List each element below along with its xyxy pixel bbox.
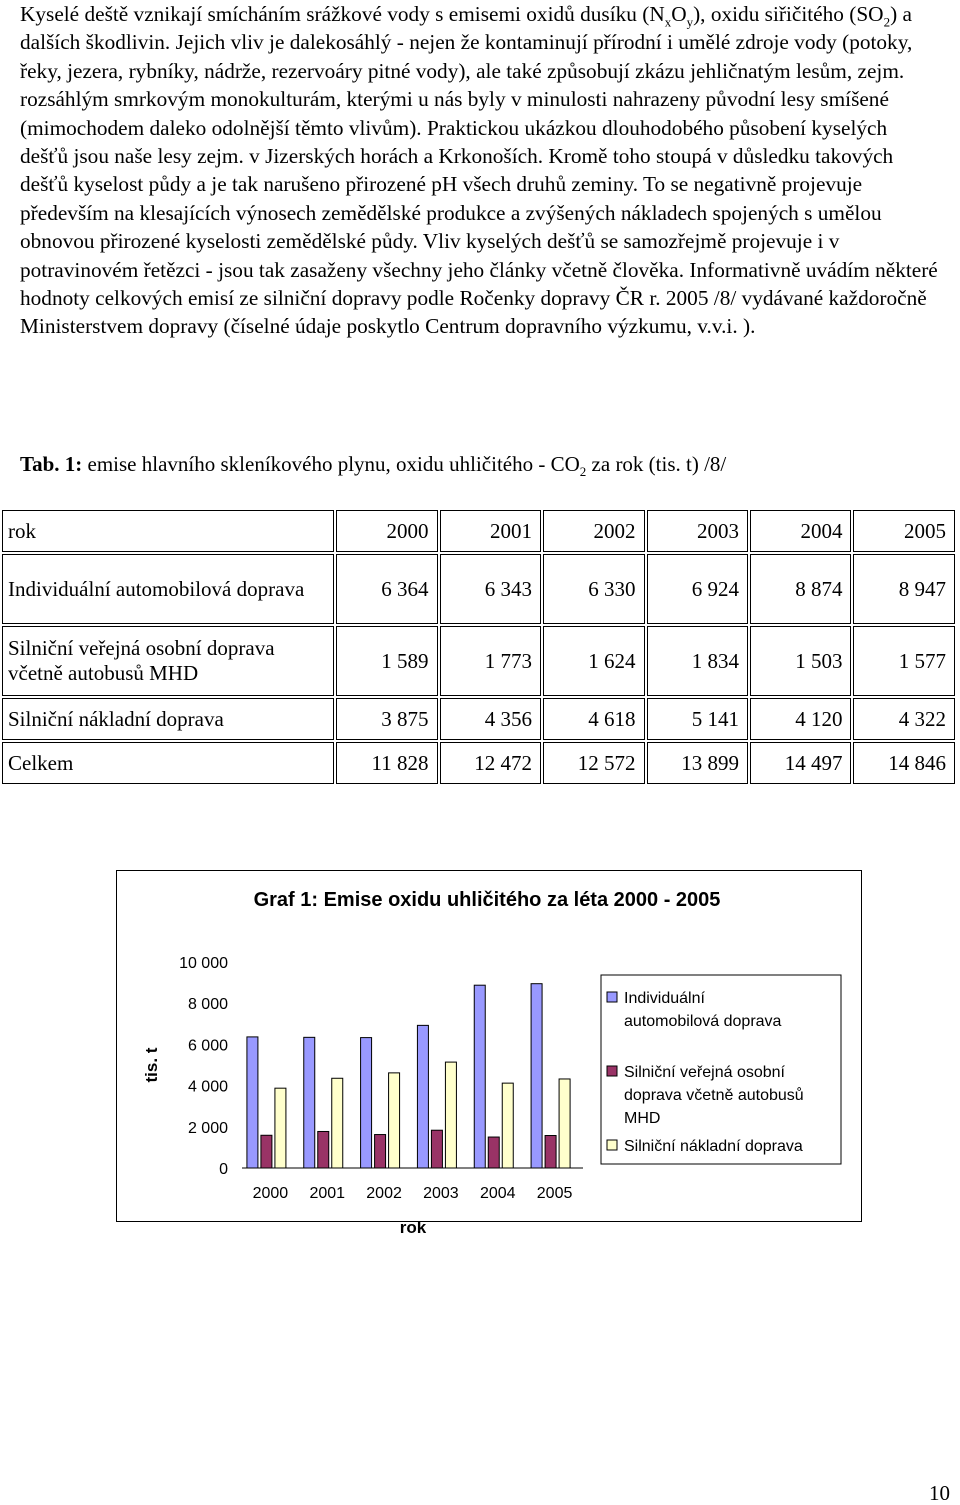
table-row [2, 742, 955, 784]
table-cell: 6 364 [336, 554, 437, 624]
bar-1 [474, 985, 485, 1168]
bar-2 [318, 1131, 329, 1168]
table-cell: 1 577 [853, 626, 955, 696]
table-row [2, 626, 955, 696]
page-number: 10 [929, 1481, 950, 1505]
header-cell: 2000 [336, 510, 437, 552]
bar-3 [275, 1088, 286, 1168]
header-cell: rok [2, 510, 334, 552]
legend-label-line: Silniční nákladní doprava [624, 1138, 803, 1155]
x-tick-label: 2003 [423, 1185, 459, 1202]
table-cell: 12 472 [440, 742, 541, 784]
table-cell: 4 322 [853, 698, 955, 740]
header-cell: 2003 [647, 510, 748, 552]
legend-swatch [607, 992, 617, 1002]
bar-3 [559, 1079, 570, 1168]
legend-label [624, 1138, 803, 1155]
x-tick-label: 2005 [536, 1185, 573, 1202]
table-cell: 1 834 [647, 626, 748, 696]
legend-label-line: automobilová doprava [624, 1013, 782, 1030]
y-tick-label: 10 000 [179, 955, 228, 972]
bar-1 [417, 1025, 428, 1168]
x-tick-label: 2001 [309, 1185, 346, 1202]
y-tick-label: 2 000 [187, 1119, 228, 1137]
legend-label-line: MHD [624, 1110, 661, 1127]
bar-1 [531, 984, 542, 1168]
table-cell: 1 589 [336, 626, 437, 696]
table-cell: 14 497 [750, 742, 851, 784]
legend-swatch [607, 1140, 617, 1150]
table-cell: 4 356 [440, 698, 541, 740]
bar-2 [261, 1135, 272, 1168]
y-axis-label: tis. t [142, 1047, 161, 1083]
caption-text-2: za rok (tis. t) /8/ [586, 452, 727, 476]
bar-2 [431, 1130, 442, 1168]
table-cell: 1 503 [750, 626, 851, 696]
paragraph-text-1: Kyselé deště vznikají smícháním srážkové vody s emisemi oxidů dusíku (N [20, 2, 665, 26]
table-cell: 6 924 [647, 554, 748, 624]
caption-label: Tab. 1: [20, 452, 83, 476]
x-axis-label: rok [399, 1218, 427, 1237]
caption-subscript: 2 [579, 464, 587, 480]
table-cell: 5 141 [647, 698, 748, 740]
header-cell: 2004 [750, 510, 851, 552]
table-cell: 14 846 [853, 742, 955, 784]
paragraph-text-3: ), oxidu siřičitého (SO [693, 2, 884, 26]
header-cell: 2005 [853, 510, 955, 552]
table-cell: 11 828 [336, 742, 437, 784]
row-label: Celkem [2, 742, 334, 784]
paragraph-text-4: ) a dalších škodlivin. Jejich vliv je dalekosáhlý - nejen že kontaminují přírodní i umělé zdroje vody (potoky, řeky, jezera, rybníky, nádrže, rezervoáry pitné vody), ale také způsobují zkázu jehličnatým lesům, zejm. rozsáhlým smrkovým monokulturám, kterými u nás byly v minulosti nahrazeny původní lesy smíšené (mimochodem daleko odolnější těmto vlivům). Praktickou ukázkou dlouhodobého působení kyselých dešťů jsou naše lesy zejm. v Jizerských horách a Krkonoších. Kromě toho stoupá v důsledku takových dešťů kyselost půdy a je tak narušeno přirozené pH všech druhů zeminy. To se negativně projevuje především na klesajících výnosech zemědělské produkce a zvýšených nákladech spojených s umělou obnovou přirozené kyselosti zemědělské půdy. Vliv kyselých dešťů se samozřejmě projevuje i v potravinovém řetězci - jsou tak zasaženy všechny jeho články včetně člověka. Informativně uvádím některé hodnoty celkových emisí ze silniční dopravy podle Ročenky dopravy ČR r. 2005 /8/ vydávané každoročně Ministerstvem dopravy (číselné údaje poskytlo Centrum dopravního výzkumu, v.v.i. ). [20, 2, 938, 339]
table-row [2, 554, 955, 624]
subscript-x: x [664, 14, 672, 30]
table-row [2, 698, 955, 740]
x-tick-label: 2002 [366, 1185, 402, 1202]
emissions-chart [116, 870, 862, 1237]
caption-text-1: emise hlavního skleníkového plynu, oxidu uhličitého - CO [82, 452, 580, 476]
bar-3 [445, 1062, 456, 1168]
header-cell: 2002 [543, 510, 644, 552]
table-cell: 1 624 [543, 626, 644, 696]
bar-2 [488, 1137, 499, 1168]
table-caption [20, 450, 726, 478]
paragraph-text-2: O [671, 2, 687, 26]
table-cell: 13 899 [647, 742, 748, 784]
table-header-row [2, 510, 955, 552]
legend-swatch [607, 1066, 617, 1076]
row-label: Silniční veřejná osobní doprava včetně autobusů MHD [2, 626, 334, 696]
bar-1 [247, 1037, 258, 1168]
chart-svg [117, 871, 861, 1237]
legend-label-line: doprava včetně autobusů [624, 1087, 804, 1104]
y-tick-label: 0 [219, 1161, 228, 1178]
x-tick-label: 2004 [479, 1185, 516, 1202]
subscript-y: y [686, 14, 694, 30]
table-cell: 6 343 [440, 554, 541, 624]
row-label: Silniční nákladní doprava [2, 698, 334, 740]
y-tick-label: 4 000 [187, 1078, 228, 1096]
table-cell: 8 874 [750, 554, 851, 624]
table-cell: 1 773 [440, 626, 541, 696]
table-cell: 8 947 [853, 554, 955, 624]
bar-3 [332, 1078, 343, 1168]
chart-title: Graf 1: Emise oxidu uhličitého za léta 2000 - 2005 [253, 889, 721, 911]
emissions-table [0, 508, 957, 786]
bar-2 [545, 1136, 556, 1168]
header-cell: 2001 [440, 510, 541, 552]
row-label: Individuální automobilová doprava [2, 554, 334, 624]
body-paragraph [20, 0, 940, 341]
y-tick-label: 6 000 [187, 1037, 228, 1055]
bar-2 [375, 1135, 386, 1168]
table-cell: 3 875 [336, 698, 437, 740]
bar-3 [502, 1083, 513, 1168]
y-tick-label: 8 000 [187, 996, 228, 1014]
bar-3 [389, 1073, 400, 1168]
table-cell: 6 330 [543, 554, 644, 624]
legend-label-line: Silniční veřejná osobní [624, 1064, 785, 1081]
bar-1 [304, 1037, 315, 1168]
bar-1 [361, 1038, 372, 1168]
x-tick-label: 2000 [252, 1185, 289, 1202]
table-cell: 4 120 [750, 698, 851, 740]
table-cell: 4 618 [543, 698, 644, 740]
legend-label-line: Individuální [624, 990, 705, 1007]
table-cell: 12 572 [543, 742, 644, 784]
subscript-2: 2 [883, 14, 891, 30]
